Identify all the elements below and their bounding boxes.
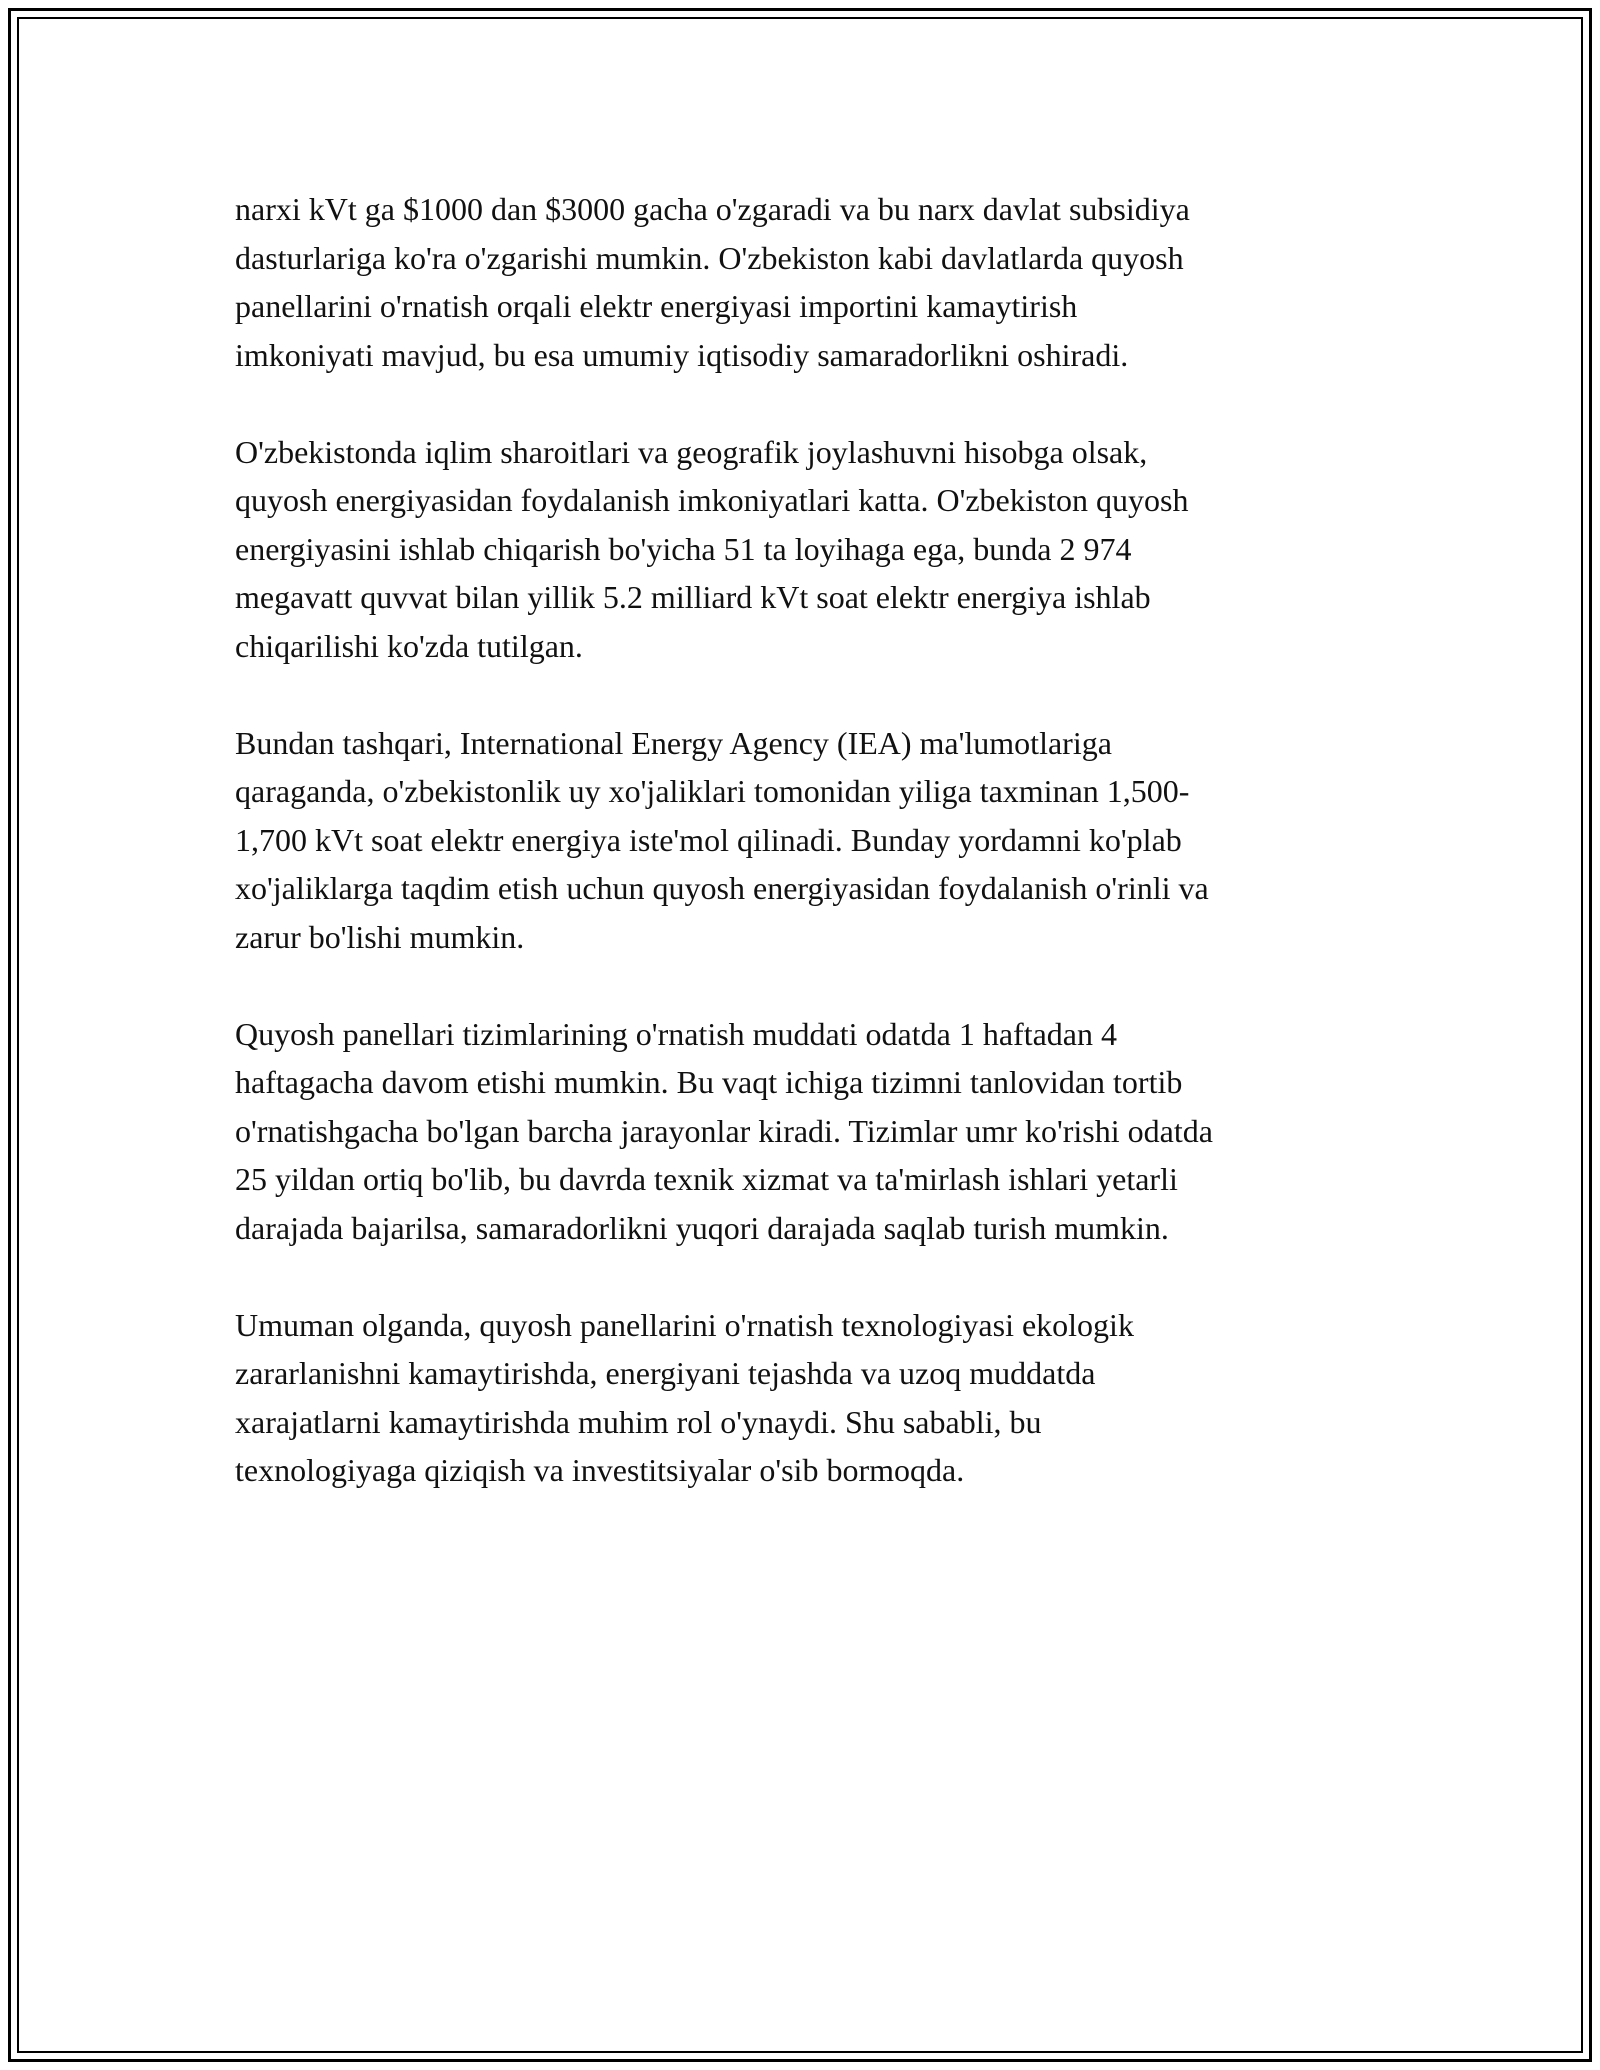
text-line: 25 yildan ortiq bo'lib, bu davrda texnik xizmat va ta'mirlash ishlari yetarli <box>235 1161 1178 1197</box>
paragraph <box>235 1010 1375 1253</box>
text-line: chiqarilishi ko'zda tutilgan. <box>235 627 583 664</box>
text-line: zarur bo'lishi mumkin. <box>235 918 525 955</box>
text-line: xo'jaliklarga taqdim etish uchun quyosh energiyasidan foydalanish o'rinli va <box>235 870 1209 906</box>
text-line: qaraganda, o'zbekistonlik uy xo'jaliklari tomonidan yiliga taxminan 1,500- <box>235 773 1190 809</box>
text-line: O'zbekistonda iqlim sharoitlari va geografik joylashuvni hisobga olsak, <box>235 433 1148 470</box>
paragraph <box>235 185 1375 379</box>
text-line: narxi kVt ga $1000 dan $3000 gacha o'zgaradi va bu narx davlat subsidiya <box>235 191 1190 227</box>
text-line: Quyosh panellari tizimlarining o'rnatish muddati odatda 1 haftadan 4 <box>235 1015 1117 1052</box>
paragraph <box>235 428 1375 671</box>
document-body <box>235 185 1375 1543</box>
text-line: quyosh energiyasidan foydalanish imkoniyatlari katta. O'zbekiston quyosh <box>235 482 1189 518</box>
paragraph <box>235 1301 1375 1495</box>
paragraph <box>235 719 1375 962</box>
text-line: dasturlariga ko'ra o'zgarishi mumkin. O'zbekiston kabi davlatlarda quyosh <box>235 239 1184 276</box>
text-line: darajada bajarilsa, samaradorlikni yuqori darajada saqlab turish mumkin. <box>235 1209 1169 1246</box>
text-line: energiyasini ishlab chiqarish bo'yicha 51 ta loyihaga ega, bunda 2 974 <box>235 530 1132 567</box>
text-line: 1,700 kVt soat elektr energiya iste'mol qilinadi. Bunday yordamni ko'plab <box>235 821 1182 858</box>
text-line: imkoniyati mavjud, bu esa umumiy iqtisodiy samaradorlikni oshiradi. <box>235 336 1129 373</box>
text-line: o'rnatishgacha bo'lgan barcha jarayonlar kiradi. Tizimlar umr ko'rishi odatda <box>235 1112 1213 1149</box>
text-line: panellarini o'rnatish orqali elektr energiyasi importini kamaytirish <box>235 288 1078 324</box>
text-line: zararlanishni kamaytirishda, energiyani tejashda va uzoq muddatda <box>235 1355 1096 1391</box>
text-line: Umuman olganda, quyosh panellarini o'rnatish texnologiyasi ekologik <box>235 1306 1134 1343</box>
text-line: megavatt quvvat bilan yillik 5.2 milliard kVt soat elektr energiya ishlab <box>235 579 1151 615</box>
text-line: xarajatlarni kamaytirishda muhim rol o'ynaydi. Shu sababli, bu <box>235 1403 1042 1440</box>
text-line: Bundan tashqari, International Energy Agency (IEA) ma'lumotlariga <box>235 724 1112 761</box>
text-line: haftagacha davom etishi mumkin. Bu vaqt ichiga tizimni tanlovidan tortib <box>235 1064 1183 1100</box>
text-line: texnologiyaga qiziqish va investitsiyalar o'sib bormoqda. <box>235 1452 965 1488</box>
